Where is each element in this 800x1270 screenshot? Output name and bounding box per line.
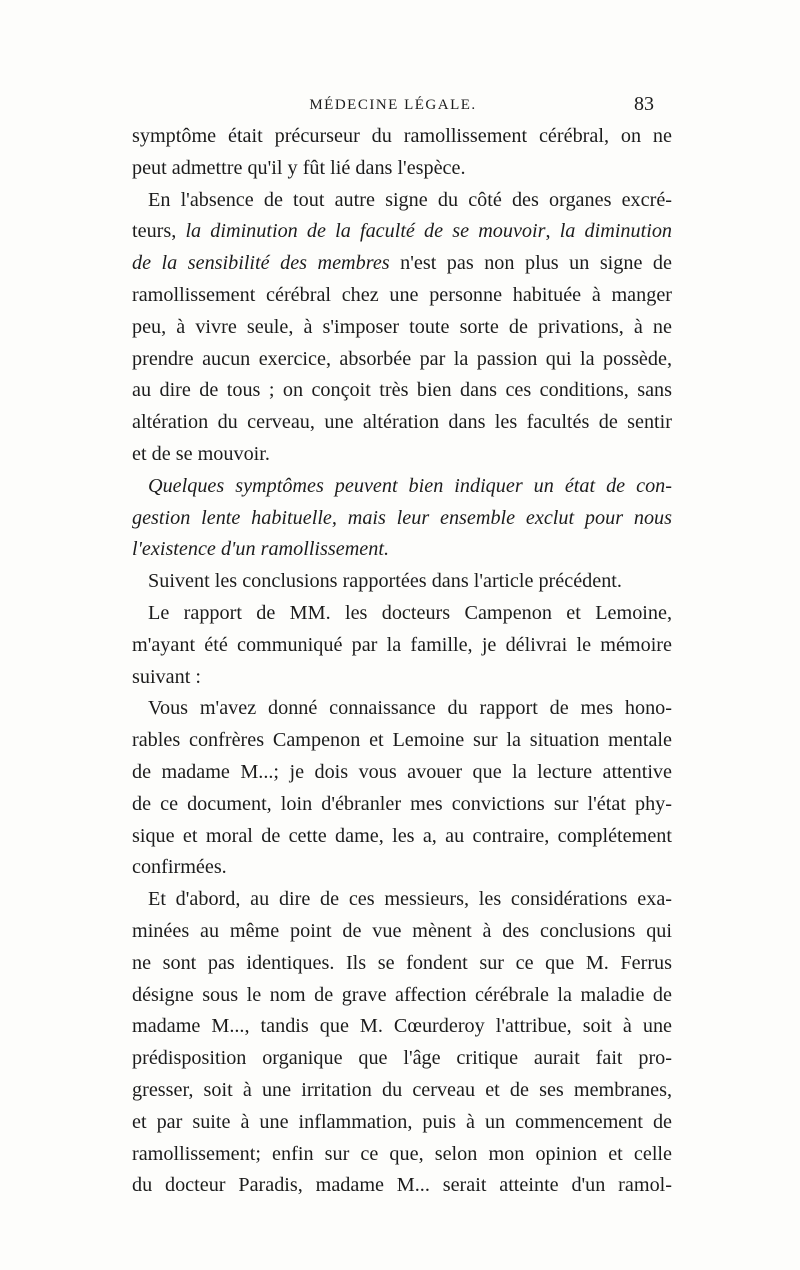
text-line: Vous m'avez donné connaissance du rapport de mes hono- <box>148 697 672 720</box>
text-line: au dire de tous ; on conçoit très bien dans ces conditions, sans <box>132 379 672 402</box>
text-segment: teurs, <box>132 220 186 243</box>
text-line: peut admettre qu'il y fût lié dans l'espèce. <box>132 156 466 179</box>
running-title: MÉDECINE LÉGALE. <box>309 97 477 113</box>
text-line: gestion lente habituelle, mais leur ensemble exclut pour nous <box>132 506 672 529</box>
text-line: rables confrères Campenon et Lemoine sur la situation mentale <box>132 729 672 752</box>
body-text <box>132 121 672 1202</box>
text-segment: la diminution de la faculté de se mouvoir <box>185 220 546 243</box>
text-segment: n'est pas non plus un signe de <box>389 252 672 275</box>
text-line: ramollissement cérébral chez une personne habituée à manger <box>132 283 672 306</box>
text-line: de ce document, loin d'ébranler mes convictions sur l'état phy- <box>132 792 672 815</box>
text-line: m'ayant été communiqué par la famille, je délivrai le mémoire <box>132 633 672 656</box>
text-line: peu, à vivre seule, à s'imposer toute sorte de privations, à ne <box>132 315 672 338</box>
text-line: sique et moral de cette dame, les a, au contraire, complétement <box>132 824 672 847</box>
text-line: minées au même point de vue mènent à des conclusions qui <box>132 919 672 942</box>
text-line: symptôme était précurseur du ramollissement cérébral, on ne <box>132 125 672 147</box>
text-line: En l'absence de tout autre signe du côté des organes excré- <box>148 188 672 211</box>
text-line: ne sont pas identiques. Ils se fondent sur ce que M. Ferrus <box>132 951 672 974</box>
text-line: suivant : <box>132 665 201 688</box>
text-line: ramollissement; enfin sur ce que, selon mon opinion et celle <box>132 1142 672 1165</box>
text-line: gresser, soit à une irritation du cerveau et de ses membranes, <box>132 1078 672 1101</box>
text-line: Suivent les conclusions rapportées dans l'article précédent. <box>148 570 622 593</box>
page-number: 83 <box>634 93 654 115</box>
text-segment: de la sensibilité des membres <box>132 252 390 275</box>
text-line: prendre aucun exercice, absorbée par la passion qui la possède, <box>132 347 672 370</box>
text-line: du docteur Paradis, madame M... serait atteinte d'un ramol- <box>132 1174 672 1197</box>
text-line: madame M..., tandis que M. Cœurderoy l'attribue, soit à une <box>132 1015 672 1038</box>
text-line: désigne sous le nom de grave affection cérébrale la maladie de <box>132 983 672 1006</box>
text-line: altération du cerveau, une altération dans les facultés de sentir <box>132 411 672 434</box>
text-line: prédisposition organique que l'âge critique aurait fait pro- <box>132 1047 672 1070</box>
text-line: et par suite à une inflammation, puis à un commencement de <box>132 1110 672 1133</box>
text-segment: la diminution <box>559 220 673 243</box>
page-header <box>132 93 654 117</box>
text-line: et de se mouvoir. <box>132 442 270 465</box>
text-line: l'existence d'un ramollissement. <box>132 538 389 561</box>
text-line: de madame M...; je dois vous avouer que la lecture attentive <box>132 760 672 783</box>
text-line: Et d'abord, au dire de ces messieurs, les considérations exa- <box>148 888 672 911</box>
text-segment: , <box>545 220 560 243</box>
text-line: Le rapport de MM. les docteurs Campenon et Lemoine, <box>148 601 672 624</box>
text-line: Quelques symptômes peuvent bien indiquer un état de con- <box>148 474 672 497</box>
text-line: confirmées. <box>132 856 227 879</box>
text-line <box>132 216 672 248</box>
text-line <box>132 248 672 280</box>
